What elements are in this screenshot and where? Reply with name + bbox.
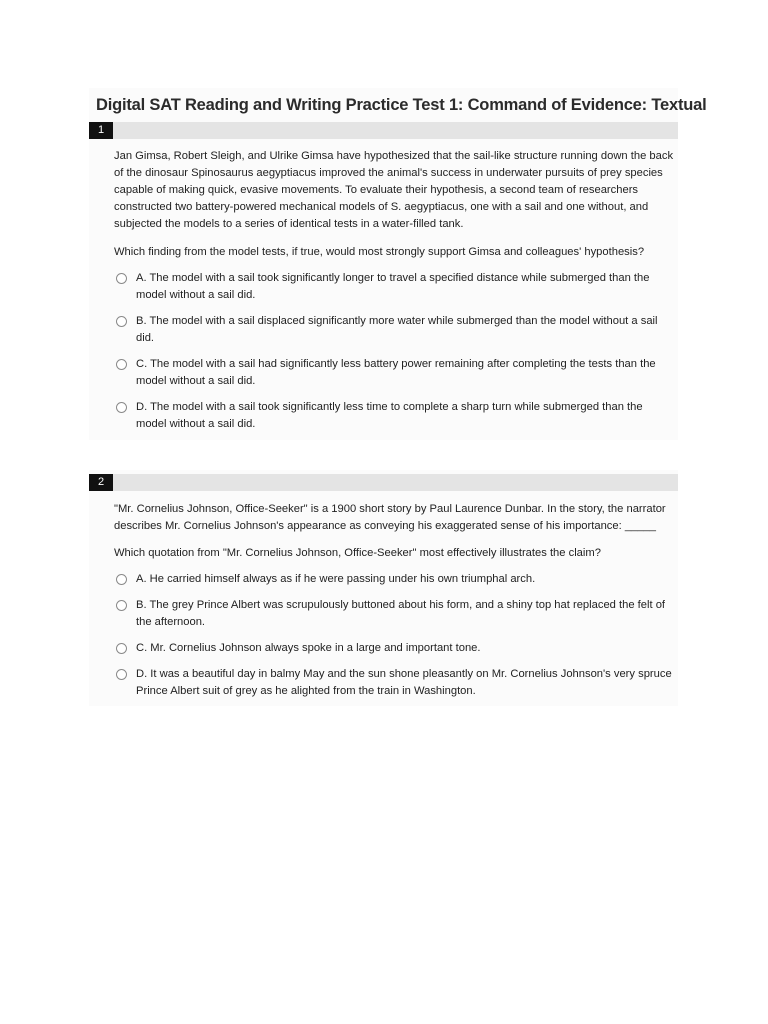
radio-button-icon[interactable] (116, 574, 127, 585)
page-title: Digital SAT Reading and Writing Practice Test 1: Command of Evidence: Textual (96, 96, 707, 114)
question-2-option-c[interactable] (114, 640, 676, 657)
option-label: D. The model with a sail took significantly less time to complete a sharp turn while submerged than the model without a sail did. (136, 401, 643, 430)
radio-button-icon[interactable] (116, 643, 127, 654)
radio-button-icon[interactable] (116, 669, 127, 680)
question-2-option-d[interactable] (114, 666, 676, 700)
question-1-option-a[interactable] (114, 270, 676, 304)
question-2-passage: "Mr. Cornelius Johnson, Office-Seeker" is a 1900 short story by Paul Laurence Dunbar. In the story, the narrator describes Mr. Cornelius Johnson's appearance as conveying his exaggerated sense of his importance: _____ (114, 503, 666, 532)
option-label: C. Mr. Cornelius Johnson always spoke in a large and important tone. (136, 642, 481, 654)
option-label: A. The model with a sail took significantly longer to travel a specified distance while submerged than the model without a sail did. (136, 272, 650, 301)
option-label: D. It was a beautiful day in balmy May and the sun shone pleasantly on Mr. Cornelius Johnson's very spruce Prince Albert suit of grey as he alighted from the train in Washington. (136, 668, 672, 697)
question-1-passage: Jan Gimsa, Robert Sleigh, and Ulrike Gimsa have hypothesized that the sail-like structure running down the back of the dinosaur Spinosaurus aegyptiacus improved the animal's success in underwater pursuits of prey species capable of making quick, evasive movements. To evaluate their hypothesis, a second team of researchers constructed two battery-powered mechanical models of S. aegyptiacus, one with a sail and one without, and subjected the models to a series of identical tests in a water-filled tank. (114, 150, 674, 230)
question-1-option-c[interactable] (114, 356, 676, 390)
question-1-option-d[interactable] (114, 399, 676, 433)
question-1-header (89, 122, 678, 139)
radio-button-icon[interactable] (116, 273, 127, 284)
question-2-header (89, 474, 678, 491)
radio-button-icon[interactable] (116, 402, 127, 413)
question-2-option-b[interactable] (114, 597, 676, 631)
question-number-badge: 1 (89, 122, 113, 139)
option-label: A. He carried himself always as if he were passing under his own triumphal arch. (136, 573, 536, 585)
option-label: B. The model with a sail displaced significantly more water while submerged than the model without a sail did. (136, 315, 658, 344)
question-number-badge: 2 (89, 474, 113, 491)
radio-button-icon[interactable] (116, 316, 127, 327)
option-label: C. The model with a sail had significantly less battery power remaining after completing the tests than the model without a sail did. (136, 358, 656, 387)
radio-button-icon[interactable] (116, 359, 127, 370)
question-2-prompt: Which quotation from "Mr. Cornelius Johnson, Office-Seeker" most effectively illustrates the claim? (114, 547, 601, 559)
question-1-prompt: Which finding from the model tests, if true, would most strongly support Gimsa and colleagues' hypothesis? (114, 246, 645, 258)
question-2-option-a[interactable] (114, 571, 676, 588)
question-1-option-b[interactable] (114, 313, 676, 347)
option-label: B. The grey Prince Albert was scrupulously buttoned about his form, and a shiny top hat replaced the felt of the afternoon. (136, 599, 666, 628)
radio-button-icon[interactable] (116, 600, 127, 611)
